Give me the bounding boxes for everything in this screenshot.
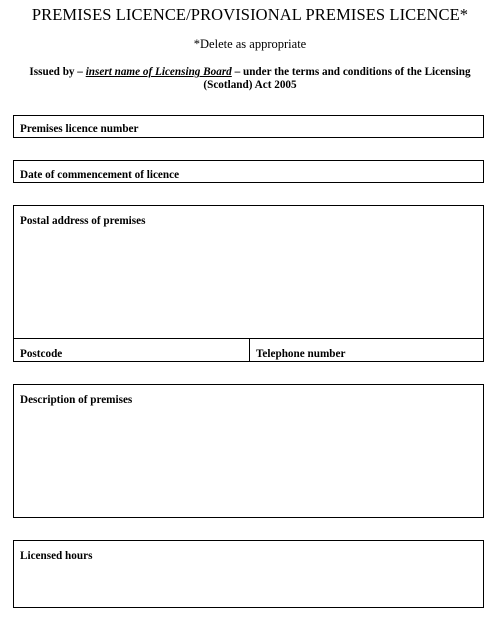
postcode-label: Postcode (20, 348, 63, 360)
commencement-date-box[interactable] (13, 160, 484, 183)
licensing-board-placeholder: insert name of Licensing Board (85, 66, 232, 78)
issued-prefix: Issued by – (29, 66, 86, 78)
licensed-hours-label: Licensed hours (20, 550, 93, 562)
licence-number-label: Premises licence number (20, 123, 139, 135)
postcode-field[interactable] (14, 339, 249, 361)
licence-number-box[interactable] (13, 115, 484, 138)
licensed-hours-box[interactable] (13, 540, 484, 608)
commencement-date-label: Date of commencement of licence (20, 169, 180, 181)
description-label: Description of premises (20, 394, 133, 406)
description-box[interactable] (13, 384, 484, 518)
postal-address-field[interactable] (14, 206, 483, 338)
telephone-label: Telephone number (256, 348, 346, 360)
issued-by-statement (14, 66, 486, 92)
telephone-field[interactable] (250, 339, 483, 361)
issued-suffix: – under the terms and conditions of the Licensing (Scotland) Act 2005 (203, 66, 471, 91)
postal-address-label: Postal address of premises (20, 215, 146, 227)
form-title: PREMISES LICENCE/PROVISIONAL PREMISES LICENCE* (31, 5, 469, 24)
postal-address-box (13, 205, 484, 362)
delete-note: *Delete as appropriate (193, 37, 307, 51)
